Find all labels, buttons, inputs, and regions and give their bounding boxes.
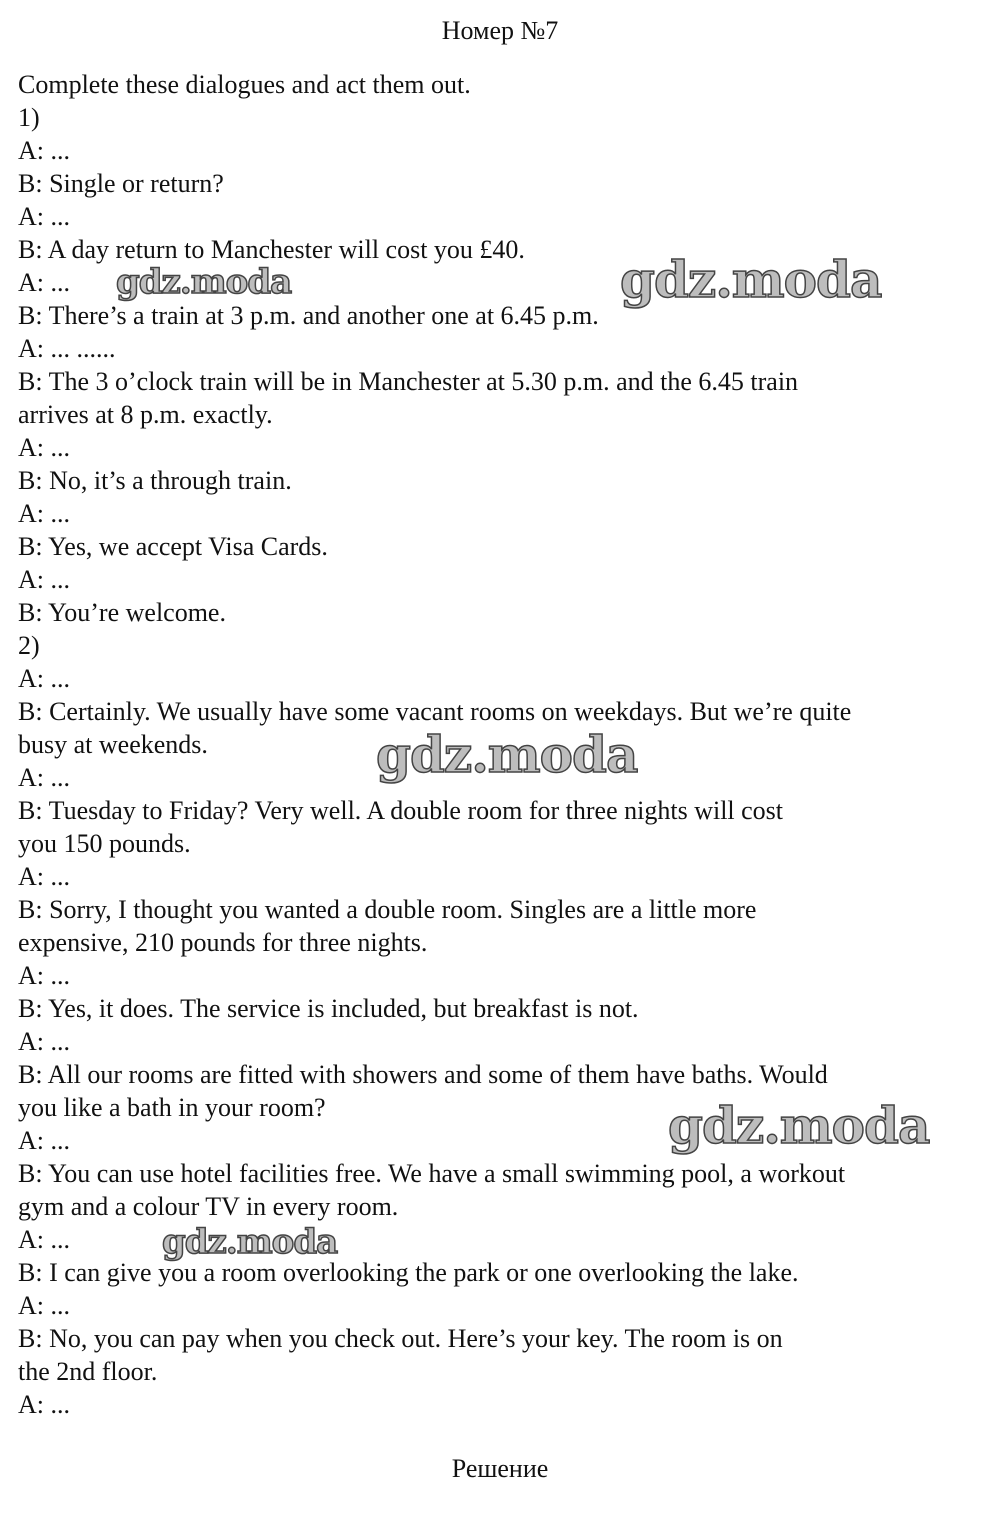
dialogue-line: A: ... [18,1390,70,1419]
dialogue-line: busy at weekends. [18,730,208,759]
dialogue-line: B: Yes, we accept Visa Cards. [18,532,328,561]
dialogue-line: B: Sorry, I thought you wanted a double room. Singles are a little more [18,895,757,924]
dialogue-line: B: You’re welcome. [18,598,226,627]
dialogue-line: A: ... [18,565,70,594]
dialogue-line: A: ... ...... [18,334,116,363]
dialogue-line: B: You can use hotel facilities free. We have a small swimming pool, a workout [18,1159,846,1188]
watermark: gdz.moda [116,262,292,302]
dialogue-line: A: ... [18,202,70,231]
solution-label: Решение [451,1454,549,1483]
watermark: gdz.moda [376,725,638,784]
dialogue-line: B: All our rooms are fitted with showers and some of them have baths. Would [18,1060,828,1089]
dialogue-line: the 2nd floor. [18,1357,158,1386]
dialogue-line: 2) [18,631,40,660]
page-title: Номер №7 [441,16,559,45]
dialogue-line: B: Single or return? [18,169,224,198]
instruction: Complete these dialogues and act them out. [18,70,471,99]
dialogue-line: A: ... [18,862,70,891]
watermark: gdz.moda [162,1222,338,1262]
watermark: gdz.moda [620,250,882,309]
dialogue-line: B: There’s a train at 3 p.m. and another one at 6.45 p.m. [18,301,599,330]
dialogue-line: A: ... [18,433,70,462]
watermark: gdz.moda [668,1096,930,1155]
dialogue-line: you 150 pounds. [18,829,191,858]
dialogue-line: A: ... [18,1225,70,1254]
dialogue-line: A: ... [18,268,70,297]
dialogue-line: B: A day return to Manchester will cost you £40. [18,235,525,264]
dialogue-line: gym and a colour TV in every room. [18,1192,399,1221]
dialogue-line: A: ... [18,1291,70,1320]
dialogue-line: A: ... [18,763,70,792]
dialogue-line: A: ... [18,499,70,528]
dialogue-line: B: Certainly. We usually have some vacant rooms on weekdays. But we’re quite [18,697,852,726]
dialogue-line: B: The 3 o’clock train will be in Manchester at 5.30 p.m. and the 6.45 train [18,367,799,396]
dialogue-line: you like a bath in your room? [18,1093,326,1122]
dialogue-line: B: Tuesday to Friday? Very well. A double room for three nights will cost [18,796,784,825]
dialogue-line: B: No, you can pay when you check out. Here’s your key. The room is on [18,1324,783,1353]
dialogue-line: A: ... [18,1027,70,1056]
dialogue-line: A: ... [18,1126,70,1155]
dialogue-line: B: No, it’s a through train. [18,466,292,495]
dialogue-line: arrives at 8 p.m. exactly. [18,400,273,429]
dialogue-line: B: I can give you a room overlooking the park or one overlooking the lake. [18,1258,799,1287]
dialogue-line: A: ... [18,961,70,990]
dialogue-line: 1) [18,103,40,132]
dialogue-line: A: ... [18,664,70,693]
dialogue-content [18,68,978,1421]
dialogue-line: expensive, 210 pounds for three nights. [18,928,428,957]
dialogue-line: B: Yes, it does. The service is included, but breakfast is not. [18,994,639,1023]
dialogue-line: A: ... [18,136,70,165]
